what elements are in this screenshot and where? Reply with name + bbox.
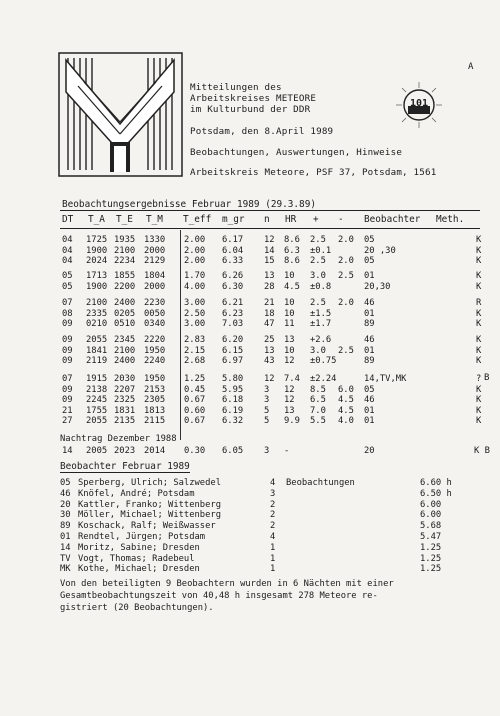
cell-obs: 05: [364, 256, 375, 266]
cell-dt: 05: [62, 271, 73, 281]
cell-teff: 0.67: [184, 416, 206, 426]
cell-p: 6.5: [310, 395, 326, 405]
observer-count: 2: [270, 521, 276, 532]
cell-p: +2.6: [310, 335, 332, 345]
cell-tm: 2240: [144, 356, 166, 366]
cell-obs: 05: [364, 384, 375, 395]
cell-tm: 2220: [144, 335, 166, 345]
observer-hours: 1.25: [420, 564, 442, 575]
cell-te: 2135: [114, 416, 136, 426]
cell-obs: 01: [364, 405, 375, 416]
cell-teff: 1.70: [184, 271, 206, 281]
cell-ta: 1841: [86, 345, 108, 356]
cell-teff: 2.83: [184, 335, 206, 345]
list-item: [60, 554, 480, 565]
cell-meth: K: [476, 235, 482, 245]
observer-count: 1: [270, 553, 276, 564]
cell-mgr: 6.20: [222, 335, 244, 345]
observer-code: 05: [60, 478, 71, 488]
cell-ta: 1713: [86, 271, 108, 281]
cell-p: 2.5: [310, 256, 326, 266]
cell-n: 14: [264, 245, 275, 256]
cell-p: 2.5: [310, 235, 326, 245]
observer-code: 14: [60, 542, 71, 553]
observer-name: Kattler, Franko; Wittenberg: [78, 499, 221, 510]
observer-hours: 6.00: [420, 499, 442, 510]
cell-m: 6.0: [338, 384, 354, 395]
cell-teff: 2.00: [184, 245, 206, 256]
observer-code: 20: [60, 499, 71, 510]
observer-name: Vogt, Thomas; Radebeul: [78, 553, 195, 564]
cell-tm: 2153: [144, 384, 166, 395]
observer-name: Rendtel, Jürgen; Potsdam: [78, 532, 206, 542]
cell-mgr: 6.32: [222, 416, 244, 426]
observer-hours: 6.00: [420, 510, 442, 521]
cell-dt: 27: [62, 416, 73, 426]
cell-ta: 1725: [86, 235, 108, 245]
cell-m: 2.0: [338, 298, 354, 308]
list-item: [60, 478, 480, 489]
cell-mgr: 6.97: [222, 356, 244, 366]
cell-meth: K: [476, 356, 482, 366]
cell-teff: 2.68: [184, 356, 206, 366]
observer-count: 4: [270, 532, 276, 542]
cell-meth: K: [476, 308, 482, 319]
cell-dt: 07: [62, 298, 73, 308]
cell-ta: 2245: [86, 395, 108, 405]
corner-mark: A: [468, 62, 474, 72]
issue-number: 101: [409, 98, 429, 109]
list-item: [60, 500, 480, 511]
cell-te: 1831: [114, 405, 136, 416]
cell-n: 3: [264, 395, 270, 405]
cell-meth: K: [476, 384, 482, 395]
cell-obs: 05: [364, 235, 375, 245]
cell-mgr: 6.15: [222, 345, 244, 356]
header-address: Arbeitskreis Meteore, PSF 37, Potsdam, 1561: [190, 167, 437, 178]
observer-hours: 5.47: [420, 532, 442, 542]
results-title: Beobachtungsergebnisse Februar 1989 (29.3.89): [62, 199, 316, 210]
observer-count: 1: [270, 564, 276, 575]
cell-meth: K: [476, 416, 482, 426]
cell-te: 2023: [114, 446, 136, 456]
cell-mgr: 6.23: [222, 308, 244, 319]
cell-te: 2400: [114, 298, 136, 308]
cell-obs: 01: [364, 416, 375, 426]
cell-p: ±0.1: [310, 245, 332, 256]
cell-ta: 2024: [86, 256, 108, 266]
cell-tm: 2000: [144, 245, 166, 256]
cell-meth: R: [476, 298, 482, 308]
cell-ta: 1900: [86, 281, 108, 292]
observer-hours: 6.60 h: [420, 478, 452, 488]
cell-hr: 12: [284, 395, 295, 405]
cell-dt: 21: [62, 405, 73, 416]
cell-ta: 2119: [86, 356, 108, 366]
cell-teff: 0.60: [184, 405, 206, 416]
cell-tm: 2305: [144, 395, 166, 405]
cell-p: 5.5: [310, 416, 326, 426]
summary-line-3: gistriert (20 Beobachtungen).: [60, 603, 214, 613]
cell-n: 25: [264, 335, 275, 345]
cell-te: 2030: [114, 374, 136, 384]
cell-dt: 09: [62, 356, 73, 366]
cell-ta: 2005: [86, 446, 108, 456]
cell-hr: 8.6: [284, 256, 300, 266]
header-topics: Beobachtungen, Auswertungen, Hinweise: [190, 147, 403, 158]
cell-te: 2345: [114, 335, 136, 345]
cell-teff: 3.00: [184, 319, 206, 329]
observer-hours: 5.68: [420, 521, 442, 532]
cell-hr: 10: [284, 271, 295, 281]
summary-line-2: Gesamtbeobachtungszeit von 40,48 h insgesamt 278 Meteore re-: [60, 591, 378, 601]
cell-obs: 20: [364, 446, 375, 456]
cell-teff: 1.25: [184, 374, 206, 384]
cell-tm: 1813: [144, 405, 166, 416]
cell-m: 4.5: [338, 405, 354, 416]
observers-title: Beobachter Februar 1989: [60, 461, 190, 472]
cell-p: ±1.5: [310, 308, 332, 319]
observer-name: Sperberg, Ulrich; Salzwedel: [78, 478, 221, 488]
cell-dt: 04: [62, 245, 73, 256]
cell-tm: 2115: [144, 416, 166, 426]
cell-ta: 2055: [86, 335, 108, 345]
summary-line-1: Von den beteiligten 9 Beobachtern wurden in 6 Nächten mit einer: [60, 579, 394, 589]
observer-code: TV: [60, 553, 71, 564]
cell-hr: -: [284, 446, 290, 456]
cell-tm: 2000: [144, 281, 166, 292]
col-header-teff: T_eff: [183, 214, 212, 225]
observer-name: Koschack, Ralf; Weißwasser: [78, 521, 216, 532]
cell-mgr: 6.33: [222, 256, 244, 266]
cell-n: 12: [264, 374, 275, 384]
cell-mgr: 7.03: [222, 319, 244, 329]
cell-p: 3.0: [310, 345, 326, 356]
cell-p: 3.0: [310, 271, 326, 281]
cell-ta: 0210: [86, 319, 108, 329]
cell-dt: 09: [62, 395, 73, 405]
cell-te: 2325: [114, 395, 136, 405]
observer-code: 01: [60, 532, 71, 542]
observer-name: Knöfel, André; Potsdam: [78, 488, 195, 499]
cell-m: 4.0: [338, 416, 354, 426]
cell-ta: 1915: [86, 374, 108, 384]
cell-te: 2400: [114, 356, 136, 366]
cell-teff: 0.30: [184, 446, 206, 456]
cell-obs: 01: [364, 345, 375, 356]
header-publication-line-2: Arbeitskreises METEORE: [190, 93, 317, 104]
cell-mgr: 6.05: [222, 446, 244, 456]
cell-hr: 13: [284, 335, 295, 345]
cell-tm: 0050: [144, 308, 166, 319]
cell-dt: 09: [62, 335, 73, 345]
cell-tm: 2014: [144, 446, 166, 456]
col-header-dt: DT: [62, 214, 74, 225]
cell-tm: 2230: [144, 298, 166, 308]
col-header-te: T_E: [116, 214, 133, 225]
cell-dt: 14: [62, 446, 73, 456]
cell-obs: 89: [364, 356, 375, 366]
cell-obs: 46: [364, 335, 375, 345]
cell-n: 21: [264, 298, 275, 308]
cell-p: ±2.24: [310, 374, 337, 384]
cell-ta: 2335: [86, 308, 108, 319]
cell-tm: 1330: [144, 235, 166, 245]
cell-p: ±0.8: [310, 281, 332, 292]
cell-n: 47: [264, 319, 275, 329]
cell-dt: 07: [62, 374, 73, 384]
column-divider: [180, 230, 181, 440]
side-mark: B: [484, 373, 490, 383]
cell-hr: 8.6: [284, 235, 300, 245]
observers-title-rule: [60, 472, 190, 473]
cell-n: 18: [264, 308, 275, 319]
cell-hr: 11: [284, 319, 295, 329]
cell-tm: 1950: [144, 345, 166, 356]
cell-te: 1855: [114, 271, 136, 281]
cell-te: 2207: [114, 384, 136, 395]
cell-n: 5: [264, 405, 270, 416]
cell-dt: 08: [62, 308, 73, 319]
cell-mgr: 6.26: [222, 271, 244, 281]
cell-hr: 9.9: [284, 416, 300, 426]
cell-n: 3: [264, 446, 270, 456]
cell-mgr: 6.17: [222, 235, 244, 245]
cell-n: 43: [264, 356, 275, 366]
list-item: [60, 521, 480, 532]
cell-meth: K: [476, 319, 482, 329]
list-item: [60, 532, 480, 543]
observer-count: 4: [270, 478, 276, 488]
cell-tm: 1804: [144, 271, 166, 281]
cell-obs: 20 ,30: [364, 245, 396, 256]
cell-meth: K: [476, 345, 482, 356]
cell-hr: 12: [284, 384, 295, 395]
cell-teff: 2.00: [184, 235, 206, 245]
cell-dt: 04: [62, 256, 73, 266]
cell-obs: 14,TV,MK: [364, 374, 407, 384]
observer-hours: 1.25: [420, 553, 442, 564]
cell-n: 5: [264, 416, 270, 426]
cell-p: ±0.75: [310, 356, 337, 366]
cell-teff: 0.67: [184, 395, 206, 405]
cell-teff: 3.00: [184, 298, 206, 308]
cell-n: 13: [264, 345, 275, 356]
cell-obs: 46: [364, 298, 375, 308]
cell-mgr: 6.04: [222, 245, 244, 256]
cell-n: 12: [264, 235, 275, 245]
col-header-observer: Beobachter: [364, 214, 421, 225]
cell-te: 2100: [114, 345, 136, 356]
cell-p: 8.5: [310, 384, 326, 395]
cell-dt: 09: [62, 319, 73, 329]
col-header-plus: +: [313, 214, 319, 225]
col-header-rule: [60, 228, 480, 229]
col-header-tm: T_M: [146, 214, 163, 225]
cell-teff: 4.00: [184, 281, 206, 292]
cell-teff: 0.45: [184, 384, 206, 395]
cell-obs: 01: [364, 271, 375, 281]
cell-n: 15: [264, 256, 275, 266]
cell-mgr: 6.30: [222, 281, 244, 292]
cell-obs: 89: [364, 319, 375, 329]
observer-name: Kothe, Michael; Dresden: [78, 564, 200, 575]
cell-dt: 09: [62, 345, 73, 356]
cell-te: 0510: [114, 319, 136, 329]
meteore-logo-icon: [58, 52, 183, 177]
cell-te: 1935: [114, 235, 136, 245]
cell-meth: K: [476, 395, 482, 405]
observer-label: Beobachtungen: [286, 478, 355, 488]
cell-tm: 1950: [144, 374, 166, 384]
list-item: [60, 564, 480, 575]
cell-hr: 7.4: [284, 374, 300, 384]
cell-n: 3: [264, 384, 270, 395]
list-item: [60, 510, 480, 521]
cell-meth: K: [476, 281, 482, 292]
col-header-mgr: m_gr: [222, 214, 245, 225]
observer-name: Möller, Michael; Wittenberg: [78, 510, 221, 521]
cell-m: 4.5: [338, 395, 354, 405]
observer-count: 2: [270, 510, 276, 521]
cell-dt: 09: [62, 384, 73, 395]
cell-dt: 05: [62, 281, 73, 292]
cell-meth: K: [476, 405, 482, 416]
cell-hr: 10: [284, 298, 295, 308]
observer-count: 3: [270, 488, 276, 499]
header-publication-line-1: Mitteilungen des: [190, 82, 282, 93]
cell-hr: 6.3: [284, 245, 300, 256]
cell-tm: 0340: [144, 319, 166, 329]
col-header-method: Meth.: [436, 214, 465, 225]
cell-mgr: 5.95: [222, 384, 244, 395]
observer-name: Moritz, Sabine; Dresden: [78, 542, 200, 553]
cell-hr: 4.5: [284, 281, 300, 292]
supplement-title: Nachtrag Dezember 1988: [60, 434, 177, 444]
cell-meth: ?: [476, 374, 482, 384]
col-header-ta: T_A: [88, 214, 105, 225]
cell-ta: 1900: [86, 245, 108, 256]
cell-ta: 2055: [86, 416, 108, 426]
list-item: [60, 543, 480, 554]
observer-hours: 6.50 h: [420, 488, 452, 499]
cell-m: 2.5: [338, 345, 354, 356]
cell-meth: K: [476, 245, 482, 256]
header-date: Potsdam, den 8.April 1989: [190, 126, 334, 137]
cell-teff: 2.00: [184, 256, 206, 266]
cell-tm: 2129: [144, 256, 166, 266]
cell-n: 28: [264, 281, 275, 292]
col-header-minus: -: [338, 214, 344, 225]
cell-hr: 13: [284, 405, 295, 416]
cell-meth: K: [476, 335, 482, 345]
cell-teff: 2.15: [184, 345, 206, 356]
cell-obs: 46: [364, 395, 375, 405]
cell-te: 0205: [114, 308, 136, 319]
cell-p: 2.5: [310, 298, 326, 308]
cell-te: 2100: [114, 245, 136, 256]
col-header-hr: HR: [285, 214, 297, 225]
cell-meth: K: [476, 271, 482, 281]
cell-m: 2.0: [338, 235, 354, 245]
col-header-n: n: [264, 214, 270, 225]
cell-ta: 2100: [86, 298, 108, 308]
cell-te: 2200: [114, 281, 136, 292]
cell-ta: 2138: [86, 384, 108, 395]
cell-m: 2.5: [338, 271, 354, 281]
observer-count: 2: [270, 499, 276, 510]
cell-mgr: 6.19: [222, 405, 244, 416]
cell-dt: 04: [62, 235, 73, 245]
cell-mgr: 6.18: [222, 395, 244, 405]
cell-teff: 2.50: [184, 308, 206, 319]
cell-p: ±1.7: [310, 319, 332, 329]
observer-code: MK: [60, 564, 71, 575]
cell-m: 2.0: [338, 256, 354, 266]
cell-te: 2234: [114, 256, 136, 266]
cell-obs: 20,30: [364, 281, 391, 292]
observer-code: 30: [60, 510, 71, 521]
list-item: [60, 489, 480, 500]
observer-hours: 1.25: [420, 542, 442, 553]
cell-meth: K B: [474, 446, 490, 456]
results-title-rule: [60, 210, 480, 211]
observer-code: 89: [60, 521, 71, 532]
observer-count: 1: [270, 542, 276, 553]
cell-hr: 10: [284, 308, 295, 319]
cell-mgr: 5.80: [222, 374, 244, 384]
cell-mgr: 6.21: [222, 298, 244, 308]
cell-p: 7.0: [310, 405, 326, 416]
cell-hr: 10: [284, 345, 295, 356]
observer-code: 46: [60, 488, 71, 499]
cell-ta: 1755: [86, 405, 108, 416]
cell-hr: 12: [284, 356, 295, 366]
header-publication-line-3: im Kulturbund der DDR: [190, 104, 311, 115]
cell-obs: 01: [364, 308, 375, 319]
cell-meth: K: [476, 256, 482, 266]
cell-n: 13: [264, 271, 275, 281]
